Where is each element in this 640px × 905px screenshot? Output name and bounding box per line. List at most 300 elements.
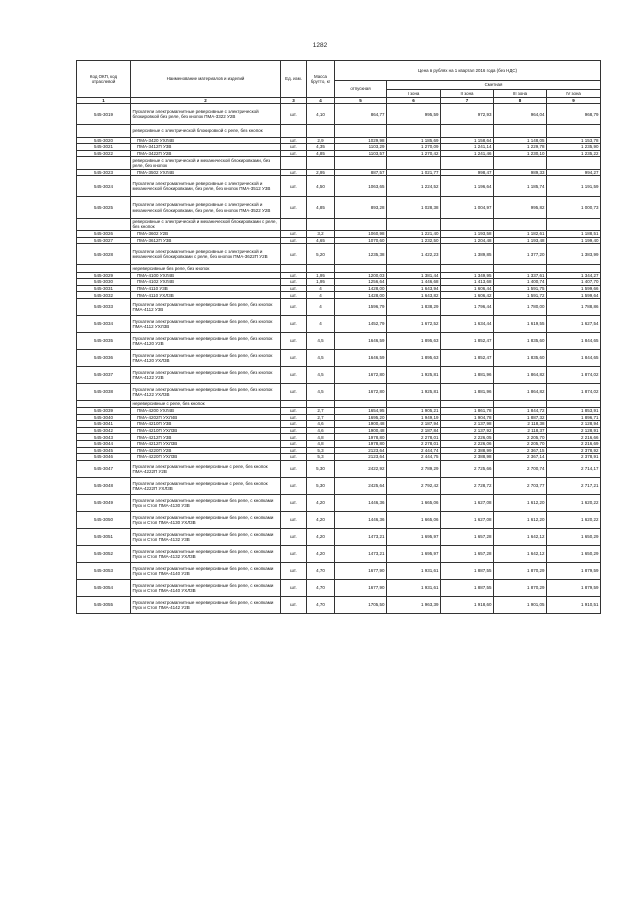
item-name: ПМА-4212П УХЛ3В (131, 440, 281, 447)
item-mass: 4,85 (307, 197, 335, 218)
item-mass: 2,9 (307, 137, 335, 144)
item-mass: 5,3 (307, 454, 335, 461)
item-mass: 3,2 (307, 230, 335, 237)
header-price: Цена в рублях на 1 квартал 2016 года (без НДС) (335, 61, 601, 81)
zone-2-price: 2 137,92 (441, 427, 494, 434)
zone-2-price: 1 241,46 (441, 150, 494, 157)
zone-4-price: 1 191,59 (547, 176, 601, 197)
item-mass: 4,70 (307, 596, 335, 613)
zone-1-price: 2 789,29 (387, 460, 441, 477)
item-name: ПМА-3412П У3В (131, 144, 281, 151)
item-unit: шт. (281, 427, 307, 434)
item-code (77, 157, 131, 169)
release-price: 1677,90 (335, 562, 387, 579)
zone-3-price: 1 612,20 (494, 511, 547, 528)
zone-1-price: 1 905,21 (387, 407, 441, 414)
table-row (77, 285, 601, 292)
release-price: 887,57 (335, 169, 387, 176)
zone-2-price: 1 904,78 (441, 414, 494, 421)
item-name: ПМА-4202П УХЛ4В (131, 414, 281, 421)
zone-3-price: 1 182,61 (494, 230, 547, 237)
table-row (77, 230, 601, 237)
item-unit: шт. (281, 562, 307, 579)
item-unit (281, 125, 307, 137)
item-mass: 4,8 (307, 434, 335, 441)
item-code: 545-3045 (77, 447, 131, 454)
zone-4-price: 1 650,29 (547, 545, 601, 562)
release-price: 1705,50 (335, 596, 387, 613)
zone-3-price (494, 125, 547, 137)
release-price: 1452,79 (335, 315, 387, 332)
zone-2-price: 1 852,47 (441, 332, 494, 349)
item-code: 545-3043 (77, 434, 131, 441)
item-unit: шт. (281, 414, 307, 421)
item-code: 545-3022 (77, 150, 131, 157)
zone-3-price: 2 205,70 (494, 440, 547, 447)
release-price (335, 400, 387, 407)
zone-1-price: 1 224,52 (387, 176, 441, 197)
table-row (77, 315, 601, 332)
item-name: ПМА-4212П У3В (131, 434, 281, 441)
item-mass: 4,5 (307, 332, 335, 349)
zone-3-price: 1 230,10 (494, 150, 547, 157)
zone-3-price (494, 400, 547, 407)
column-number: 3 (281, 98, 307, 104)
item-unit: шт. (281, 434, 307, 441)
zone-4-price: 2 378,92 (547, 447, 601, 454)
page-number: 1282 (312, 42, 328, 49)
table-row (77, 579, 601, 596)
item-name: Пускатели электромагнитные нереверсивные без реле, с кнопками Пуск и Стоп ПМА-4140 УХЛ3В (131, 579, 281, 596)
release-price: 1900,48 (335, 421, 387, 428)
zone-3-price: 1 591,75 (494, 285, 547, 292)
zone-1-price: 1 185,69 (387, 137, 441, 144)
item-name: Пускатели электромагнитные нереверсивные без реле, без кнопок ПМА-4120 УХЛ3В (131, 349, 281, 366)
zone-4-price: 2 128,94 (547, 421, 601, 428)
release-price: 2422,92 (335, 460, 387, 477)
table-row (77, 596, 601, 613)
zone-1-price: 1 028,38 (387, 197, 441, 218)
zone-4-price: 1 844,65 (547, 332, 601, 349)
item-unit: шт. (281, 298, 307, 315)
release-price: 893,28 (335, 197, 387, 218)
item-code: 545-3049 (77, 494, 131, 511)
item-code: 545-3023 (77, 169, 131, 176)
header-zone-3: III зона (494, 90, 547, 98)
release-price: 1646,59 (335, 332, 387, 349)
item-mass (307, 265, 335, 272)
zone-4-price: 1 383,99 (547, 244, 601, 265)
zone-3-price: 1 185,74 (494, 176, 547, 197)
item-mass: 4,70 (307, 579, 335, 596)
zone-1-price: 2 278,01 (387, 440, 441, 447)
header-zone-2: II зона (441, 90, 494, 98)
item-unit: шт. (281, 144, 307, 151)
item-name: ПМА-3612П У3В (131, 237, 281, 244)
table-row (77, 349, 601, 366)
table-row (77, 244, 601, 265)
table-row (77, 460, 601, 477)
item-name: ПМА-4220П У2В (131, 447, 281, 454)
zone-4-price: 2 128,91 (547, 427, 601, 434)
item-code: 545-3026 (77, 230, 131, 237)
item-code: 545-3025 (77, 197, 131, 218)
item-mass: 4,6 (307, 421, 335, 428)
item-name: ПМА-4100 УХЛ4В (131, 272, 281, 279)
zone-1-price: 1 665,06 (387, 511, 441, 528)
zone-1-price: 1 643,82 (387, 292, 441, 299)
table-row (77, 545, 601, 562)
item-unit: шт. (281, 477, 307, 494)
item-unit (281, 400, 307, 407)
item-name: Пускатели электромагнитные реверсивные с электрической и механической блокировками, без реле, без кнопок ПМА-3512 У3В (131, 176, 281, 197)
column-number: 1 (77, 98, 131, 104)
item-code: 545-3048 (77, 477, 131, 494)
release-price: 2123,64 (335, 454, 387, 461)
item-mass: 4,5 (307, 366, 335, 383)
zone-3-price: 1 377,20 (494, 244, 547, 265)
zone-2-price: 1 606,42 (441, 292, 494, 299)
zone-3-price: 1 887,32 (494, 414, 547, 421)
zone-3-price: 989,33 (494, 169, 547, 176)
item-name: ПМА-4210П УХЛ3В (131, 427, 281, 434)
item-unit: шт. (281, 596, 307, 613)
table-row (77, 427, 601, 434)
zone-1-price (387, 125, 441, 137)
zone-3-price: 1 400,74 (494, 279, 547, 286)
item-code: 545-3047 (77, 460, 131, 477)
item-mass: 4 (307, 315, 335, 332)
zone-3-price: 1 864,82 (494, 366, 547, 383)
item-name: ПМА-3422П У2В (131, 150, 281, 157)
zone-2-price: 1 657,28 (441, 528, 494, 545)
item-mass (307, 157, 335, 169)
subheading-row (77, 400, 601, 407)
release-price: 1103,29 (335, 144, 387, 151)
item-mass: 5,30 (307, 477, 335, 494)
zone-1-price (387, 218, 441, 230)
zone-4-price: 1 599,66 (547, 285, 601, 292)
item-name: Пускатели электромагнитные нереверсивные без реле, с кнопками Пуск и Стоп ПМА-4130 УХЛ3В (131, 511, 281, 528)
release-price (335, 125, 387, 137)
item-mass: 4,70 (307, 562, 335, 579)
zone-1-price: 1 895,63 (387, 332, 441, 349)
item-name: Пускатели электромагнитные реверсивные с электрической блокировкой без реле, без кнопок ПМА-3322 У2В (131, 104, 281, 125)
release-price: 1695,20 (335, 414, 387, 421)
zone-1-price: 1 221,40 (387, 230, 441, 237)
item-unit: шт. (281, 150, 307, 157)
zone-2-price (441, 157, 494, 169)
table-row (77, 366, 601, 383)
zone-4-price: 1 853,91 (547, 407, 601, 414)
item-mass: 4,20 (307, 545, 335, 562)
item-code (77, 400, 131, 407)
zone-1-price: 2 187,84 (387, 427, 441, 434)
zone-4-price: 1 879,59 (547, 562, 601, 579)
item-code (77, 265, 131, 272)
zone-4-price: 1 344,27 (547, 272, 601, 279)
table-row (77, 407, 601, 414)
item-unit: шт. (281, 104, 307, 125)
item-name: нереверсивные без реле, без кнопок (131, 265, 281, 272)
item-mass: 2,95 (307, 169, 335, 176)
item-unit: шт. (281, 285, 307, 292)
zone-3-price: 1 591,72 (494, 292, 547, 299)
zone-2-price: 1 193,58 (441, 230, 494, 237)
item-code: 545-3033 (77, 298, 131, 315)
item-name: Пускатели электромагнитные нереверсивные с реле, без кнопок ПМА-4222П УХЛ3В (131, 477, 281, 494)
zone-3-price: 1 780,00 (494, 298, 547, 315)
zone-3-price: 995,82 (494, 197, 547, 218)
zone-1-price: 1 422,23 (387, 244, 441, 265)
item-code: 545-3019 (77, 104, 131, 125)
zone-3-price: 1 612,20 (494, 494, 547, 511)
table-row (77, 447, 601, 454)
table-row (77, 494, 601, 511)
item-mass: 4 (307, 298, 335, 315)
release-price: 1029,98 (335, 137, 387, 144)
zone-1-price: 1 963,39 (387, 596, 441, 613)
item-unit: шт. (281, 366, 307, 383)
item-unit: шт. (281, 494, 307, 511)
zone-4-price: 1 874,02 (547, 366, 601, 383)
zone-1-price: 2 444,75 (387, 454, 441, 461)
table-row (77, 454, 601, 461)
item-name: Пускатели электромагнитные нереверсивные без реле, с кнопками Пуск и Стоп ПМА-4132 УХЛ3В (131, 545, 281, 562)
release-price (335, 218, 387, 230)
table-row (77, 176, 601, 197)
zone-4-price: 2 717,21 (547, 477, 601, 494)
item-mass: 4,20 (307, 528, 335, 545)
item-code: 545-3046 (77, 454, 131, 461)
table-row (77, 421, 601, 428)
item-code: 545-3055 (77, 596, 131, 613)
item-unit: шт. (281, 272, 307, 279)
zone-1-price: 1 925,81 (387, 383, 441, 400)
item-code: 545-3040 (77, 414, 131, 421)
zone-3-price: 1 844,72 (494, 407, 547, 414)
subheading-row (77, 157, 601, 169)
item-name: ПМА-3502 УХЛ4В (131, 169, 281, 176)
item-name: ПМА-4220П УХЛ3В (131, 454, 281, 461)
zone-3-price: 2 118,38 (494, 421, 547, 428)
item-unit: шт. (281, 176, 307, 197)
zone-2-price: 2 137,98 (441, 421, 494, 428)
item-mass: 2,7 (307, 407, 335, 414)
zone-3-price: 1 193,48 (494, 237, 547, 244)
zone-2-price: 2 388,98 (441, 454, 494, 461)
table-body (77, 104, 601, 614)
item-unit: шт. (281, 230, 307, 237)
header-name: Наименование материалов и изделий (131, 61, 281, 98)
zone-4-price: 1 620,22 (547, 494, 601, 511)
release-price: 1473,21 (335, 545, 387, 562)
item-unit: шт. (281, 528, 307, 545)
zone-4-price: 1 000,73 (547, 197, 601, 218)
zone-1-price: 2 444,74 (387, 447, 441, 454)
zone-3-price: 1 229,78 (494, 144, 547, 151)
zone-2-price: 1 241,14 (441, 144, 494, 151)
column-number: 8 (494, 98, 547, 104)
zone-2-price: 1 852,47 (441, 349, 494, 366)
item-code: 545-3052 (77, 545, 131, 562)
zone-1-price: 1 925,81 (387, 366, 441, 383)
item-unit: шт. (281, 460, 307, 477)
release-price: 1256,64 (335, 279, 387, 286)
zone-4-price: 1 650,29 (547, 528, 601, 545)
item-code: 545-3039 (77, 407, 131, 414)
release-price: 2123,64 (335, 447, 387, 454)
zone-4-price: 1 620,22 (547, 511, 601, 528)
item-unit: шт. (281, 279, 307, 286)
item-code: 545-3051 (77, 528, 131, 545)
zone-4-price: 2 714,17 (547, 460, 601, 477)
item-mass: 4,6 (307, 427, 335, 434)
zone-2-price: 1 349,95 (441, 272, 494, 279)
zone-2-price: 1 627,08 (441, 511, 494, 528)
zone-3-price: 1 901,05 (494, 596, 547, 613)
item-code: 545-3044 (77, 440, 131, 447)
item-mass: 5,3 (307, 447, 335, 454)
item-code (77, 218, 131, 230)
item-name: Пускатели электромагнитные нереверсивные без реле, с кнопками Пуск и Стоп ПМА-4130 У3В (131, 494, 281, 511)
zone-3-price (494, 265, 547, 272)
item-code: 545-3036 (77, 349, 131, 366)
item-unit: шт. (281, 383, 307, 400)
zone-1-price: 2 792,42 (387, 477, 441, 494)
table-row (77, 414, 601, 421)
zone-4-price: 1 199,40 (547, 237, 601, 244)
zone-3-price: 2 205,70 (494, 434, 547, 441)
zone-2-price: 2 728,72 (441, 477, 494, 494)
item-code: 545-3021 (77, 144, 131, 151)
zone-4-price (547, 265, 601, 272)
zone-1-price: 2 187,94 (387, 421, 441, 428)
zone-3-price: 2 367,15 (494, 447, 547, 454)
zone-2-price: 1 887,55 (441, 562, 494, 579)
zone-3-price: 2 700,74 (494, 460, 547, 477)
zone-2-price: 1 918,60 (441, 596, 494, 613)
zone-1-price: 1 672,52 (387, 315, 441, 332)
item-name: нереверсивные с реле, без кнопок (131, 400, 281, 407)
table-row (77, 440, 601, 447)
table-row (77, 197, 601, 218)
item-mass (307, 218, 335, 230)
item-unit: шт. (281, 315, 307, 332)
header-zone-1: I зона (387, 90, 441, 98)
zone-3-price: 1 835,60 (494, 332, 547, 349)
release-price: 864,77 (335, 104, 387, 125)
item-name: ПМА-4110 УХЛ3В (131, 292, 281, 299)
header-code: Код ОКП, код отраслевой (77, 61, 131, 98)
item-unit: шт. (281, 447, 307, 454)
header-unit: Ед. изм. (281, 61, 307, 98)
table-row (77, 511, 601, 528)
zone-2-price (441, 400, 494, 407)
item-name: Пускатели электромагнитные нереверсивные с реле, без кнопок ПМА-4222П У2В (131, 460, 281, 477)
release-price: 1446,36 (335, 494, 387, 511)
item-name: Пускатели электромагнитные нереверсивные без реле, без кнопок ПМА-4112 УХЛ3В (131, 315, 281, 332)
item-code: 545-3031 (77, 285, 131, 292)
item-mass: 4,20 (307, 494, 335, 511)
table-header (77, 61, 601, 104)
item-name: Пускатели электромагнитные нереверсивные без реле, с кнопками Пуск и Стоп ПМА-4132 У3В (131, 528, 281, 545)
column-number: 4 (307, 98, 335, 104)
item-code: 545-3027 (77, 237, 131, 244)
column-number: 2 (131, 98, 281, 104)
item-code: 545-3035 (77, 332, 131, 349)
item-code: 545-3020 (77, 137, 131, 144)
table-row (77, 383, 601, 400)
item-mass: 4,5 (307, 383, 335, 400)
release-price: 1672,80 (335, 383, 387, 400)
item-mass: 4,8 (307, 440, 335, 447)
release-price: 1063,65 (335, 176, 387, 197)
release-price: 1646,59 (335, 349, 387, 366)
item-mass: 1,95 (307, 279, 335, 286)
zone-4-price: 2 216,69 (547, 440, 601, 447)
table-row (77, 169, 601, 176)
zone-2-price: 1 627,08 (441, 494, 494, 511)
zone-2-price: 1 389,85 (441, 244, 494, 265)
zone-3-price (494, 157, 547, 169)
zone-4-price (547, 218, 601, 230)
table-row (77, 528, 601, 545)
item-code: 545-3054 (77, 579, 131, 596)
column-number: 5 (335, 98, 387, 104)
zone-3-price: 964,04 (494, 104, 547, 125)
item-name: реверсивные с электрической блокировкой с реле, без кнопок (131, 125, 281, 137)
zone-4-price: 1 188,51 (547, 230, 601, 237)
release-price: 1200,03 (335, 272, 387, 279)
item-code: 545-3038 (77, 383, 131, 400)
item-code: 545-3028 (77, 244, 131, 265)
item-unit: шт. (281, 454, 307, 461)
zone-2-price: 1 204,48 (441, 237, 494, 244)
item-name: Пускатели электромагнитные реверсивные с электрической и механической блокировками с реле, без кнопок ПМА-3622П У2В (131, 244, 281, 265)
zone-2-price: 1 881,96 (441, 366, 494, 383)
zone-2-price: 1 413,68 (441, 279, 494, 286)
zone-3-price: 2 703,77 (494, 477, 547, 494)
item-unit: шт. (281, 244, 307, 265)
zone-4-price: 1 599,64 (547, 292, 601, 299)
release-price: 1596,79 (335, 298, 387, 315)
item-code: 545-3024 (77, 176, 131, 197)
zone-1-price: 1 446,68 (387, 279, 441, 286)
release-price: 1446,36 (335, 511, 387, 528)
zone-1-price: 1 838,29 (387, 298, 441, 315)
zone-1-price: 1 232,50 (387, 237, 441, 244)
item-code: 545-3053 (77, 562, 131, 579)
release-price: 1070,60 (335, 237, 387, 244)
zone-3-price: 1 835,60 (494, 349, 547, 366)
table-row (77, 237, 601, 244)
item-mass: 4,5 (307, 349, 335, 366)
item-mass (307, 125, 335, 137)
zone-1-price: 1 695,97 (387, 528, 441, 545)
item-unit: шт. (281, 511, 307, 528)
table-row (77, 150, 601, 157)
release-price (335, 157, 387, 169)
zone-4-price: 1 874,02 (547, 383, 601, 400)
zone-3-price: 1 642,12 (494, 545, 547, 562)
item-unit (281, 157, 307, 169)
zone-2-price: 1 634,44 (441, 315, 494, 332)
item-mass: 4,20 (307, 511, 335, 528)
zone-1-price: 1 695,97 (387, 545, 441, 562)
zone-4-price: 1 896,71 (547, 414, 601, 421)
zone-1-price: 1 931,61 (387, 562, 441, 579)
